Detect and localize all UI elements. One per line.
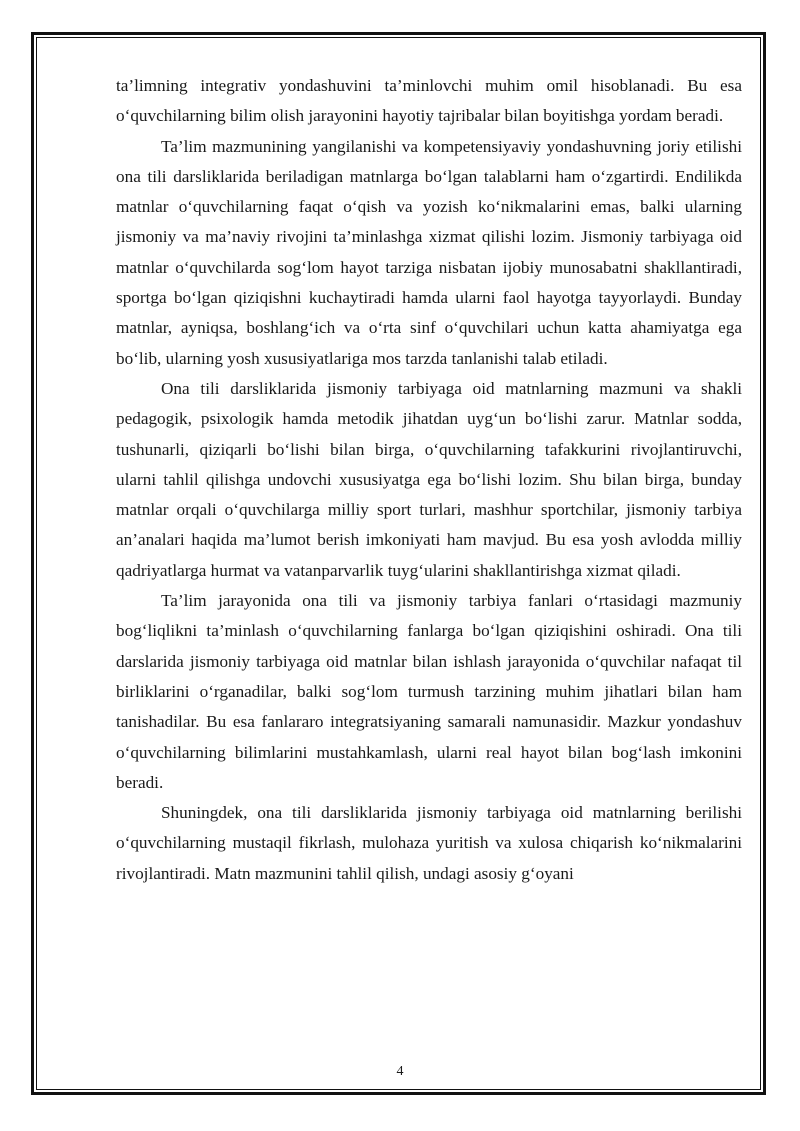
paragraph-subject-integration: Ta’lim jarayonida ona tili va jismoniy tarbiya fanlari o‘rtasidagi mazmuniy bog‘liqlikni ta’minlash o‘quvchilarning fanlarga bo‘lgan qiziqishini oshiradi. Ona tili darslarida jismoniy tarbiyaga oid matnlar bilan ishlash jarayonida o‘quvchilar nafaqat til birliklarini o‘rganadilar, balki sog‘lom turmush tarzining muhim jihatlari bilan ham tanishadilar. Bu esa fanlararo integratsiyaning samarali namunasidir. Mazkur yondashuv o‘quvchilarning bilimlarini mustahkamlash, ularni real hayot bilan bog‘lash imkonini beradi. — [116, 591, 742, 792]
page-body — [116, 71, 742, 889]
paragraph-text-content-form: Ona tili darsliklarida jismoniy tarbiyaga oid matnlarning mazmuni va shakli pedagogik, psixologik hamda metodik jihatdan uyg‘un bo‘lishi zarur. Matnlar sodda, tushunarli, qiziqarli bo‘lishi bilan birga, o‘quvchilarning tafakkurini rivojlantiruvchi, ularni tahlil qilishga undovchi xususiyatga ega bo‘lishi lozim. Shu bilan birga, bunday matnlar orqali o‘quvchilarga milliy sport turlari, mashhur sportchilar, jismoniy tarbiya an’analari haqida ma’lumot berish imkoniyati ham mavjud. Bu esa yosh avlodda milliy qadriyatlarga hurmat va vatanparvarlik tuyg‘ularini shakllantirishga xizmat qiladi. — [116, 378, 742, 580]
paragraph-independent-thinking: Shuningdek, ona tili darsliklarida jismoniy tarbiyaga oid matnlarning berilishi o‘quvchilarning mustaqil fikrlash, mulohaza yuritish va xulosa chiqarish ko‘nikmalarini rivojlantiradi. Matn mazmunini tahlil qilish, undagi asosiy g‘oyani — [116, 803, 742, 883]
paragraph-continuation: ta’limning integrativ yondashuvini ta’minlovchi muhim omil hisoblanadi. Bu esa o‘quvchilarning bilim olish jarayonini hayotiy tajribalar bilan boyitishga yordam beradi. — [116, 76, 742, 126]
paragraph-curriculum-renewal: Ta’lim mazmunining yangilanishi va kompetensiyaviy yondashuvning joriy etilishi ona tili darsliklarida beriladigan matnlarga bo‘lgan talablarni ham o‘zgartirdi. Endilikda matnlar o‘quvchilarning faqat o‘qish va yozish ko‘nikmalarini emas, balki ularning jismoniy va ma’naviy rivojini ta’minlashga xizmat qilishi lozim. Jismoniy tarbiyaga oid matnlar o‘quvchilarda sog‘lom hayot tarziga nisbatan ijobiy munosabatni shakllantiradi, sportga bo‘lgan qiziqishni kuchaytiradi hamda ularni faol hayotga tayyorlaydi. Bunday matnlar, ayniqsa, boshlang‘ich va o‘rta sinf o‘quvchilari uchun katta ahamiyatga ega bo‘lib, ularning yosh xususiyatlariga mos tarzda tanlanishi talab etiladi. — [116, 136, 742, 368]
page-number: 4 — [396, 1064, 404, 1079]
